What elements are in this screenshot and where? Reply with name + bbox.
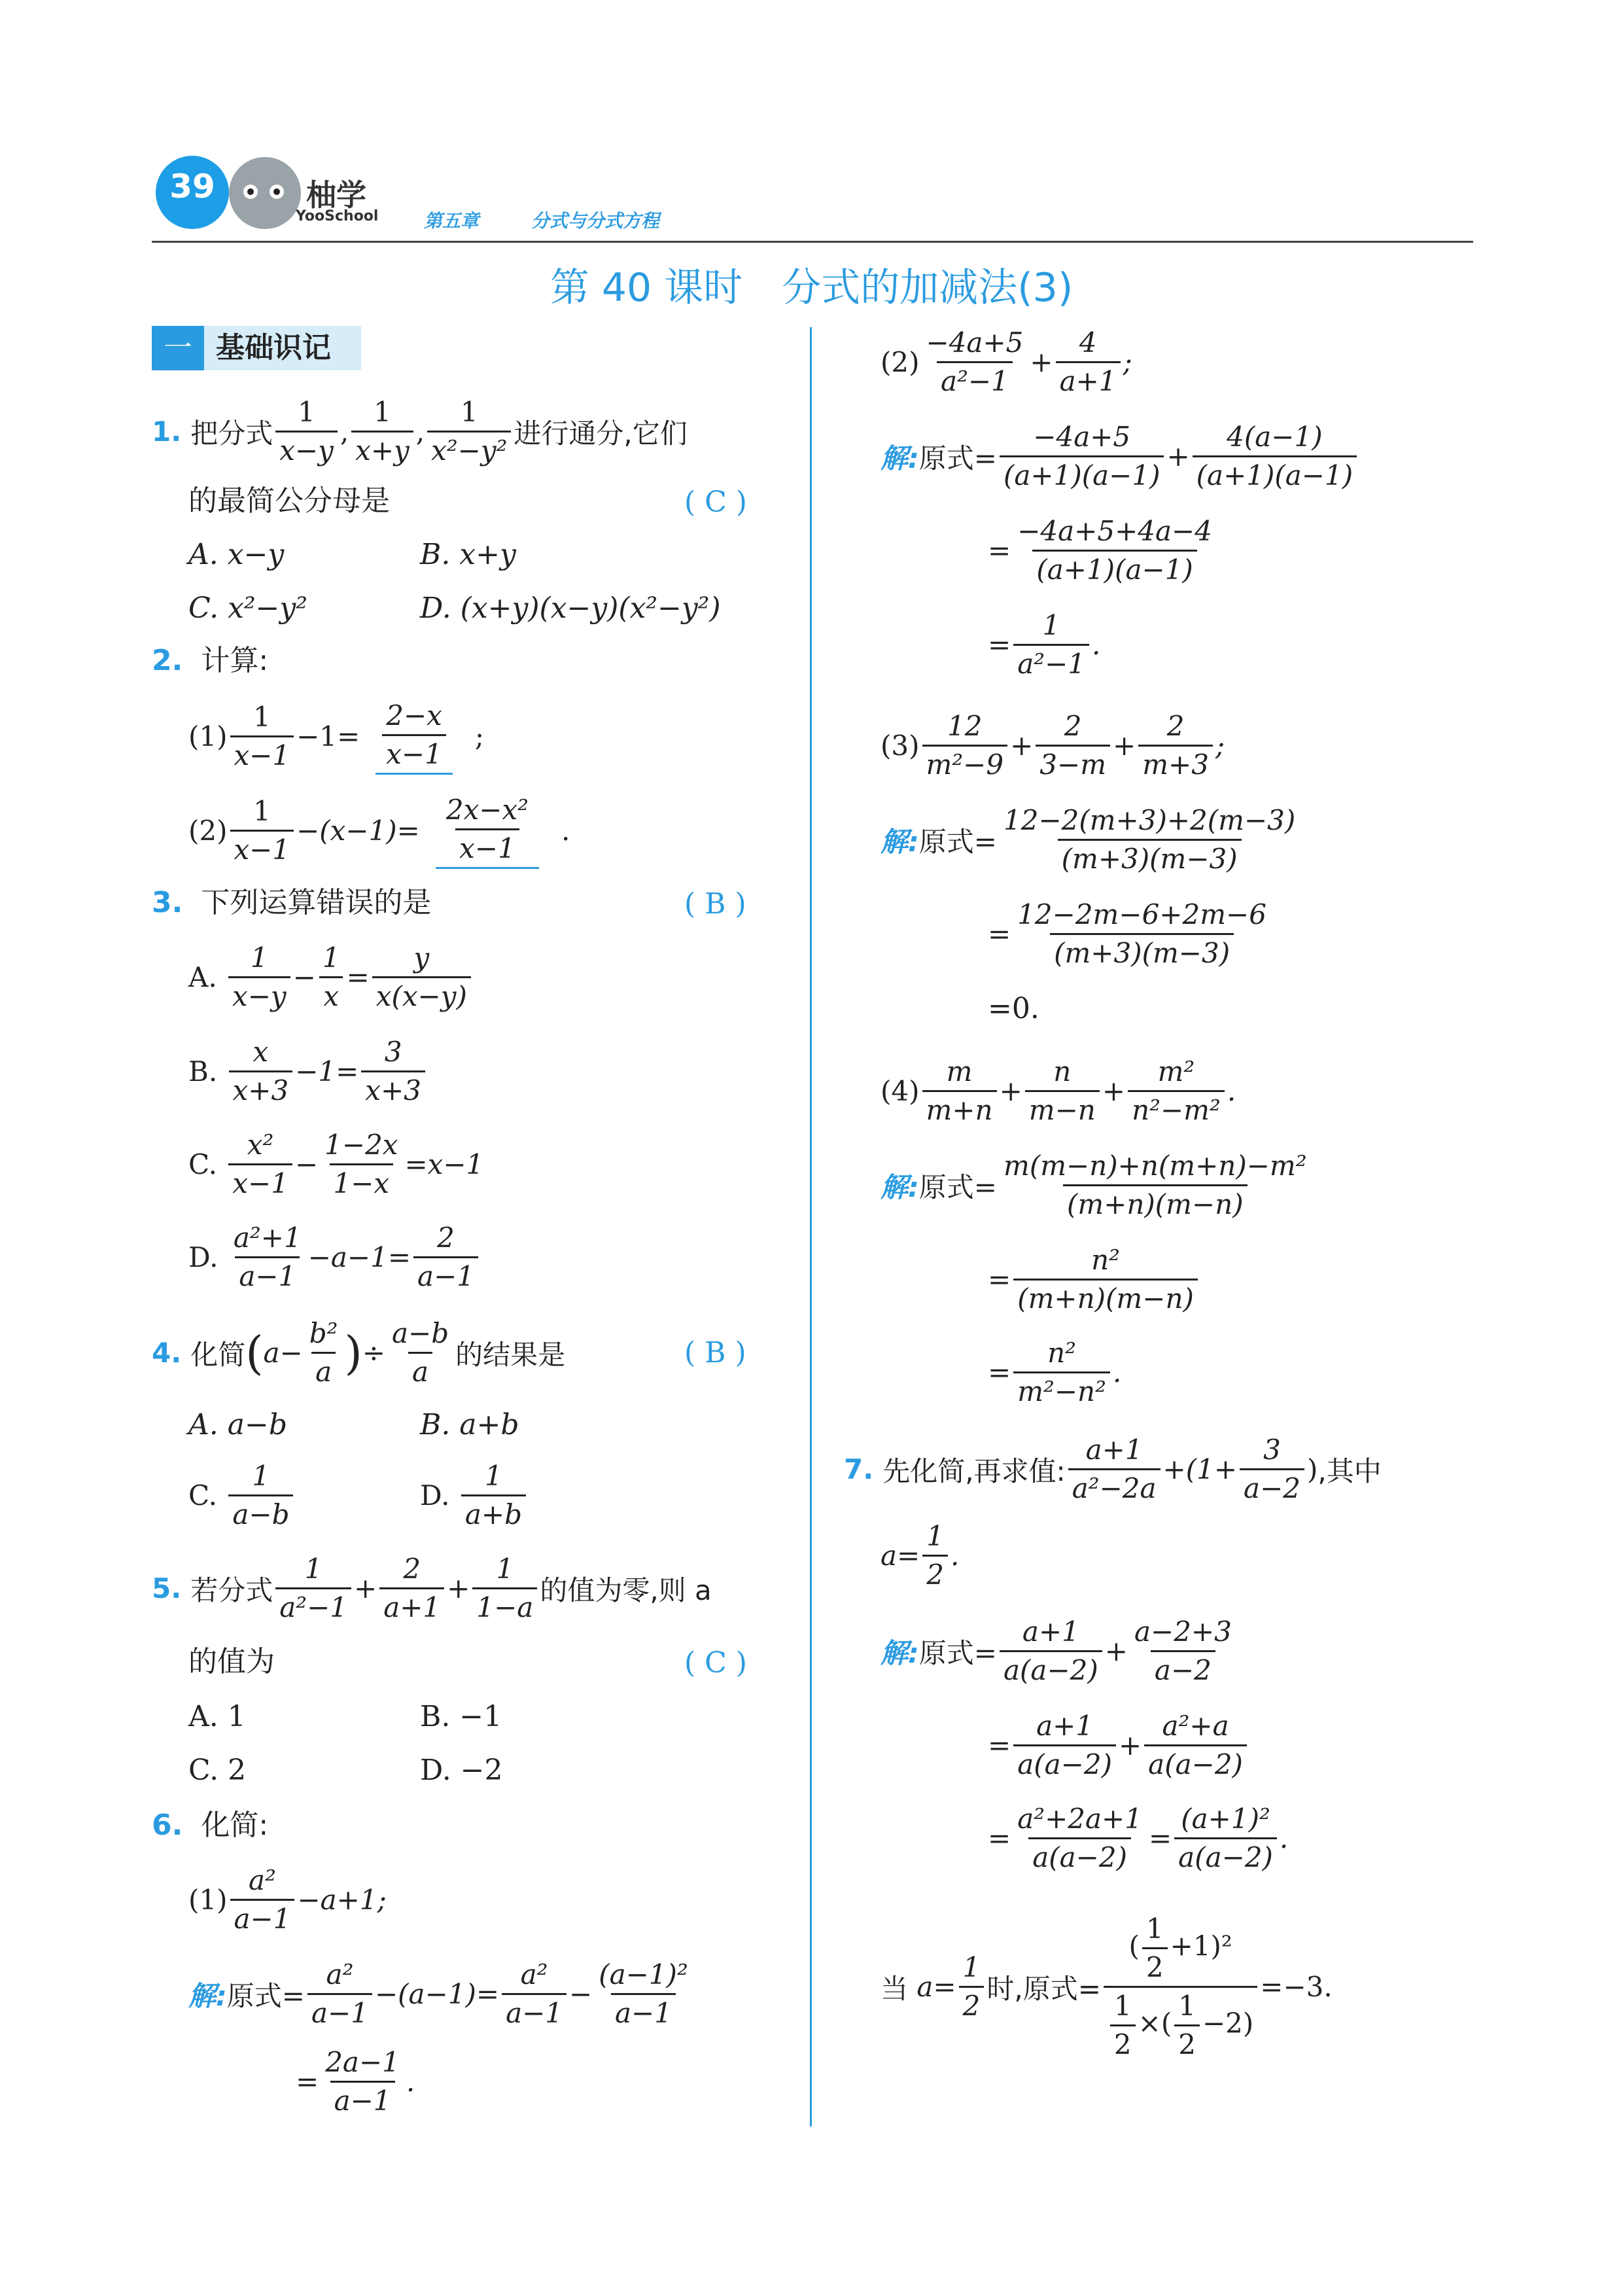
- q7-step1: = $\frac{a+1}{a(a-2)}$ + $\frac{\text{a²+a}}{a(a-2)}$: [988, 1708, 1249, 1783]
- q5-option-d: D. −2: [420, 1754, 503, 1787]
- q6-part1-result: = $\frac{2a-1}{a-1}$ .: [296, 2044, 415, 2119]
- q1-answer: ( C ): [684, 486, 747, 519]
- q5-option-c: C. 2: [188, 1754, 247, 1787]
- q4-stem: 4. 化简 ( a− $\frac{\text{b²}}{a}$ ) ÷ $\frac{a-b}{a}$ 的结果是: [152, 1315, 565, 1390]
- q7-evaluate: 当 a= $\frac{1}{2}$ 时,原式= ( $\frac{1}{2}$ +1)² $\frac{1}{2}$ ×( $\frac{1}{2}$ −2) =−3.: [881, 1911, 1333, 2063]
- page-number: 39: [169, 168, 215, 205]
- header-rule: [152, 241, 1473, 243]
- q6-part2-solution: 解: 原式= $\frac{-4a+5}{(a+1)(a-1)}$ + $\frac{4(a-1)}{(a+1)(a-1)}$: [881, 419, 1359, 494]
- q6-part3-solution: 解: 原式= $\frac{12-2(m+3)+2(m-3)}{(m+3)(m-3)}$: [881, 802, 1302, 877]
- q6-part2: (2) $\frac{-4a+5}{\text{a²−1}}$ + $\frac{4}{a+1}$ ;: [881, 325, 1132, 400]
- q2-part1: (1) $\frac{1}{x-1}$ −1= $\frac{2-x}{x-1}$ ;: [188, 698, 484, 775]
- q6-part1-solution: 解: 原式= $\frac{\text{a²}}{a-1}$ −(a−1)= $\frac{\text{a²}}{a-1}$ − $\frac{\text{(a−1)²}}{a-1}$: [188, 1956, 695, 2032]
- brand-en: YooSchool: [296, 208, 379, 224]
- q1-option-a: A. x−y: [188, 538, 285, 571]
- chapter-label: 第五章: [424, 210, 480, 232]
- q6-part4-step: = $\frac{\text{n²}}{(m+n)(m-n)}$: [988, 1242, 1200, 1317]
- fraction: $\frac{1}{\text{x²−y²}}$: [427, 394, 511, 469]
- q7-stem: 7. 先化简,再求值: $\frac{a+1}{\text{a²−2a}}$ +(1+ $\frac{3}{a-2}$ ) ,其中: [844, 1432, 1382, 1507]
- q6-part4-result: = $\frac{\text{n²}}{\text{m²−n²}}$ .: [988, 1335, 1121, 1410]
- q6-part4: (4) $\frac{m}{m+n}$ + $\frac{n}{m-n}$ + $\frac{\text{m²}}{\text{n²−m²}}$ .: [881, 1053, 1236, 1129]
- fraction: $\frac{1}{x-y}$: [275, 394, 338, 469]
- q3-answer: ( B ): [684, 887, 746, 921]
- q5-stem: 5. 若分式 $\frac{1}{\text{a²−1}}$ + $\frac{2}{a+1}$ + $\frac{1}{1-a}$ 的值为零,则 a: [152, 1551, 712, 1626]
- q3-option-a: A. $\frac{1}{x-y}$ − $\frac{1}{x}$ = $\frac{y}{x(x-y)}$: [188, 940, 474, 1015]
- q3-stem: 3. 下列运算错误的是: [152, 886, 432, 919]
- q4-option-d: D. $\frac{1}{a+b}$: [420, 1458, 529, 1533]
- q6-part2-result: = $\frac{1}{\text{a²−1}}$ .: [988, 607, 1100, 682]
- q6-part2-step: = $\frac{-4a+5+4a-4}{(a+1)(a-1)}$: [988, 513, 1219, 588]
- column-divider: [810, 327, 812, 2127]
- section-badge: 一: [164, 331, 192, 364]
- q5-answer: ( C ): [684, 1646, 747, 1680]
- q1-stem: 1. 把分式 $\frac{1}{x-y}$ , $\frac{1}{x+y}$ , $\frac{1}{\text{x²−y²}}$ 进行通分,它们: [152, 394, 688, 469]
- q2-part1-answer: $\frac{2-x}{x-1}$: [375, 698, 453, 775]
- q6-part3-step: = $\frac{12-2m-6+2m-6}{(m+3)(m-3)}$: [988, 896, 1273, 972]
- q2-part2-answer: $\frac{\text{2x−x²}}{x-1}$: [436, 792, 539, 869]
- q6-part3-result: =0.: [988, 992, 1039, 1025]
- q5-option-b: B. −1: [420, 1700, 502, 1733]
- q4-option-c: C. $\frac{1}{a-b}$: [188, 1458, 296, 1533]
- chapter-title: 分式与分式方程: [531, 210, 660, 232]
- q3-option-c: C. $\frac{\text{x²}}{x-1}$ − $\frac{1-2x}{1-x}$ =x−1: [188, 1127, 483, 1202]
- q1-stem-cont: 的最简公分母是: [188, 484, 390, 518]
- brand-cn: 柚学: [306, 177, 366, 213]
- q7-condition: a= $\frac{1}{2}$ .: [881, 1518, 959, 1593]
- q5-stem-cont: 的值为: [188, 1645, 275, 1678]
- q5-option-a: A. 1: [188, 1700, 246, 1733]
- q4-option-b: B. a+b: [420, 1408, 519, 1441]
- q7-step2: = $\frac{\text{a²+2a+1}}{a(a-2)}$ = $\frac{\text{(a+1)²}}{a(a-2)}$ .: [988, 1801, 1288, 1876]
- q7-solution: 解: 原式= $\frac{a+1}{a(a-2)}$ + $\frac{a-2+3}{a-2}$: [881, 1614, 1238, 1689]
- mascot-logo-icon: [229, 157, 301, 229]
- q6-part1: (1) $\frac{\text{a²}}{a-1}$ −a+1;: [188, 1862, 387, 1937]
- q6-part4-solution: 解: 原式= $\frac{\text{m(m−n)+n(m+n)−m²}}{(m+n)(m-n)}$: [881, 1148, 1314, 1223]
- lesson-title: 第 40 课时 分式的加减法(3): [550, 265, 1073, 311]
- q2-part2: (2) $\frac{1}{x-1}$ −(x−1)= $\frac{\text{2x−x²}}{x-1}$ .: [188, 792, 570, 869]
- q3-option-d: D. $\frac{\text{a²+1}}{a-1}$ −a−1= $\frac{2}{a-1}$: [188, 1220, 481, 1295]
- section-title: 基础识记: [216, 331, 331, 364]
- q4-answer: ( B ): [684, 1336, 746, 1369]
- q4-option-a: A. a−b: [188, 1408, 288, 1441]
- q2-stem: 2. 计算:: [152, 644, 269, 677]
- q1-option-b: B. x+y: [420, 538, 516, 571]
- q6-part3: (3) $\frac{12}{\text{m²−9}}$ + $\frac{2}{3-m}$ + $\frac{2}{m+3}$ ;: [881, 708, 1225, 783]
- q1-option-c: C. x²−y²: [188, 592, 307, 625]
- q1-option-d: D. (x+y)(x−y)(x²−y²): [420, 592, 721, 625]
- fraction: $\frac{1}{x+y}$: [351, 394, 413, 469]
- q3-option-b: B. $\frac{x}{x+3}$ −1= $\frac{3}{x+3}$: [188, 1034, 428, 1109]
- q6-stem: 6. 化简:: [152, 1809, 269, 1842]
